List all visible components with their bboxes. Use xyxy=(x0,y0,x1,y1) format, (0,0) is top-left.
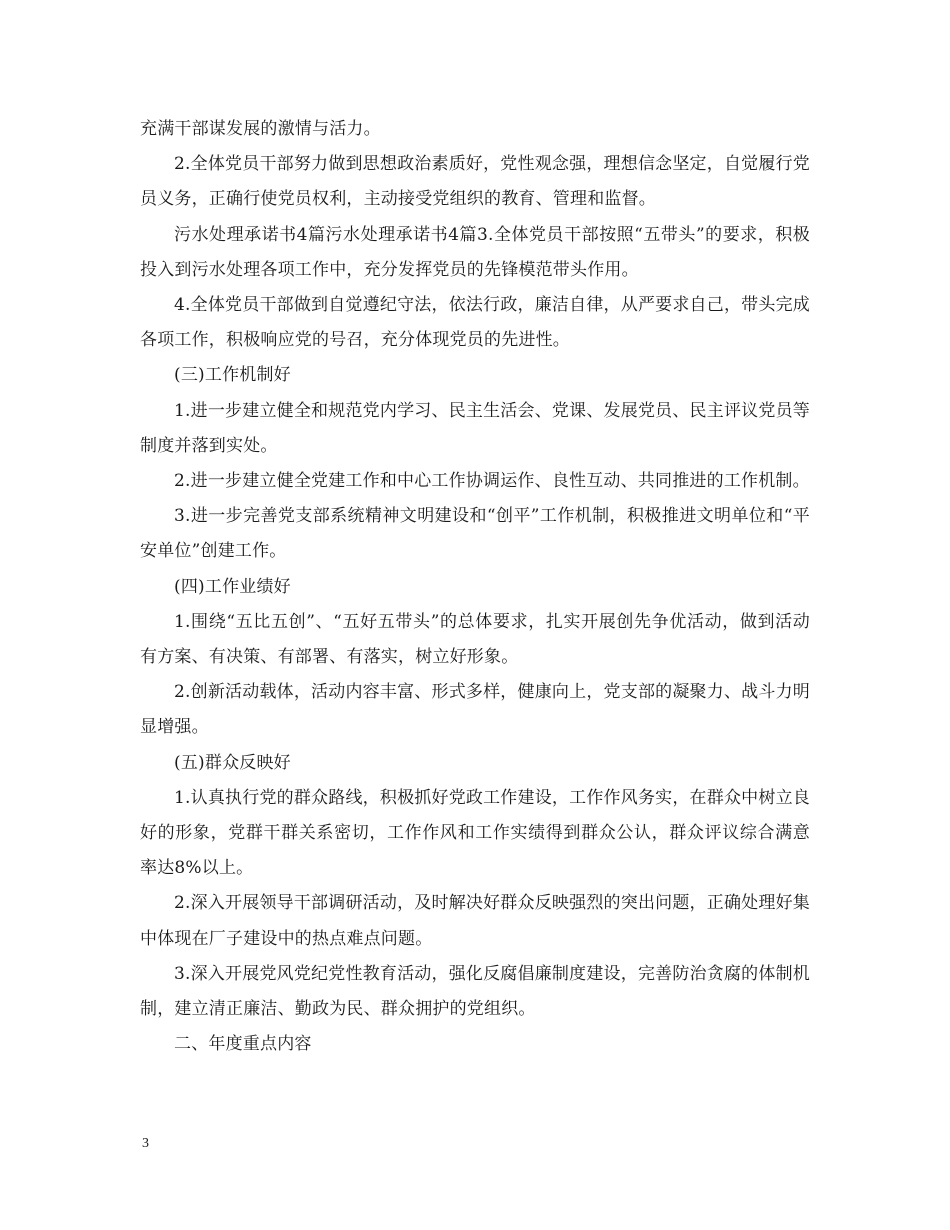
section-heading: (四)工作业绩好 xyxy=(174,576,291,597)
document-body xyxy=(140,112,810,1062)
section-heading: (五)群众反映好 xyxy=(174,752,291,773)
section-heading: 二、年度重点内容 xyxy=(174,1034,312,1055)
paragraph: 3.深入开展党风党纪党性教育活动，强化反腐倡廉制度建设，完善防治贪腐的体制机制，建立清正廉洁、勤政为民、群众拥护的党组织。 xyxy=(140,963,810,1020)
paragraph: 2.进一步建立健全党建工作和中心工作协调运作、良性互动、共同推进的工作机制。 xyxy=(174,471,810,492)
paragraph: 1.围绕“五比五创”、“五好五带头”的总体要求，扎实开展创先争优活动，做到活动有方案、有决策、有部署、有落实，树立好形象。 xyxy=(140,611,810,668)
paragraph: 3.进一步完善党支部系统精神文明建设和“创平”工作机制，积极推进文明单位和“平安单位”创建工作。 xyxy=(140,506,810,562)
paragraph: 4.全体党员干部做到自觉遵纪守法，依法行政，廉洁自律，从严要求自己，带头完成各项工作，积极响应党的号召，充分体现党员的先进性。 xyxy=(140,295,810,351)
paragraph: 污水处理承诺书4篇污水处理承诺书4篇3.全体党员干部按照“五带头”的要求，积极投入到污水处理各项工作中，充分发挥党员的先锋模范带头作用。 xyxy=(140,224,810,280)
paragraph: 2.全体党员干部努力做到思想政治素质好，党性观念强，理想信念坚定，自觉履行党员义务，正确行使党员权利，主动接受党组织的教育、管理和监督。 xyxy=(140,154,810,210)
page-number: 3 xyxy=(142,1136,149,1151)
paragraph: 2.深入开展领导干部调研活动，及时解决好群众反映强烈的突出问题，正确处理好集中体现在厂子建设中的热点难点问题。 xyxy=(140,893,810,949)
paragraph: 1.认真执行党的群众路线，积极抓好党政工作建设，工作作风务实，在群众中树立良好的形象，党群干群关系密切，工作作风和工作实绩得到群众公认，群众评议综合满意率达8%以上。 xyxy=(140,787,810,879)
section-heading: (三)工作机制好 xyxy=(174,365,291,386)
paragraph: 1.进一步建立健全和规范党内学习、民主生活会、党课、发展党员、民主评议党员等制度并落到实处。 xyxy=(140,400,810,456)
paragraph: 充满干部谋发展的激情与活力。 xyxy=(140,119,381,139)
paragraph: 2.创新活动载体，活动内容丰富、形式多样，健康向上，党支部的凝聚力、战斗力明显增强。 xyxy=(140,682,810,738)
